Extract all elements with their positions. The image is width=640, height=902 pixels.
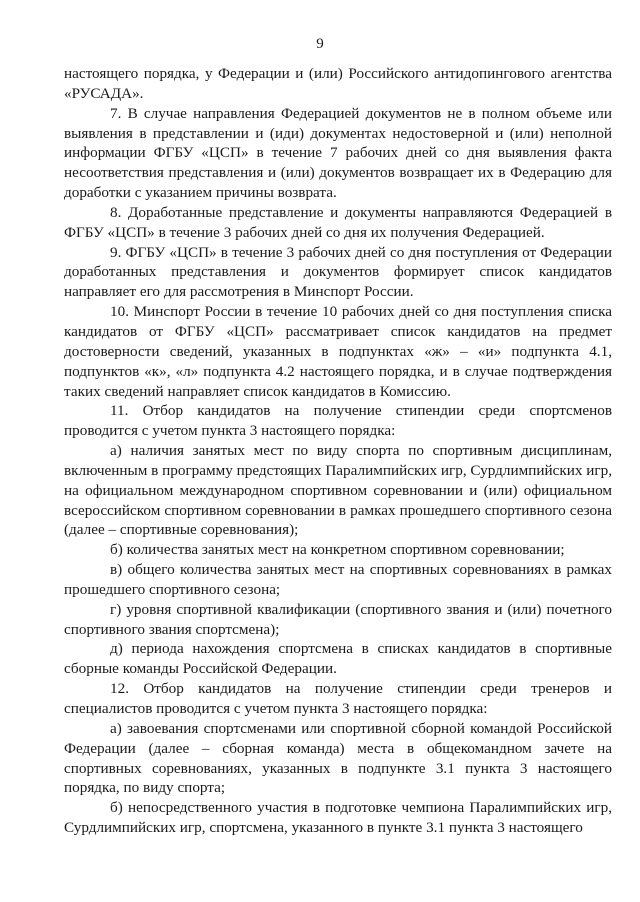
paragraph-11-d: д) периода нахождения спортсмена в списках кандидатов в спортивные сборные команды Российской Федерации.	[64, 640, 612, 678]
paragraph-11-v: в) общего количества занятых мест на спортивных соревнованиях в рамках прошедшего спортивного сезона;	[64, 561, 612, 598]
paragraph-11-g: г) уровня спортивной квалификации (спортивного звания и (или) почетного спортивного звания спортсмена);	[64, 600, 612, 638]
paragraph-12-b: б) непосредственного участия в подготовке чемпиона Паралимпийских игр, Сурдлимпийских игр, спортсмена, указанного в пункте 3.1 пункта 3 настоящего	[64, 799, 612, 837]
document-body	[64, 64, 612, 838]
paragraph-7: 7. В случае направления Федерацией документов не в полном объеме или выявления в представлении и (иди) документах недостоверной и (или) неполной информации ФГБУ «ЦСП» в течение 7 рабочих дней со дня выявления факта несоответствия представления и (или) документов возвращает их в Федерацию для доработки с указанием причины возврата.	[64, 104, 612, 202]
paragraph-continuation: настоящего порядка, у Федерации и (или) Российского антидопингового агентства «РУСАДА».	[64, 65, 612, 102]
paragraph-9: 9. ФГБУ «ЦСП» в течение 3 рабочих дней со дня поступления от Федерации доработанных представления и документов формирует список кандидатов направляет его для рассмотрения в Минспорт России.	[64, 243, 612, 301]
paragraph-10: 10. Минспорт России в течение 10 рабочих дней со дня поступления списка кандидатов от ФГБУ «ЦСП» рассматривает список кандидатов на предмет достоверности сведений, указанных в подпунктах «ж» – «и» подпункта 4.1, подпунктов «к», «л» подпункта 4.2 настоящего порядка, и в случае подтверждения таких сведений направляет список кандидатов в Комиссию.	[64, 303, 612, 400]
paragraph-11-b: б) количества занятых мест на конкретном спортивном соревновании;	[110, 541, 565, 559]
paragraph-11: 11. Отбор кандидатов на получение стипендии среди спортсменов проводится с учетом пункта 3 настоящего порядка:	[64, 402, 612, 440]
paragraph-12-a: а) завоевания спортсменами или спортивной сборной командой Российской Федерации (далее – сборная команда) места в общекомандном зачете на спортивных соревнованиях, указанных в подпункте 3.1 пункта 3 настоящего порядка, по виду спорта;	[64, 719, 612, 797]
paragraph-8: 8. Доработанные представление и документы направляются Федерацией в ФГБУ «ЦСП» в течение 3 рабочих дней со дня их получения Федерацией.	[64, 203, 612, 241]
page-number: 9	[316, 36, 324, 52]
paragraph-12: 12. Отбор кандидатов на получение стипендии среди тренеров и специалистов проводится с учетом пункта 3 настоящего порядка:	[64, 680, 612, 717]
paragraph-11-a: а) наличия занятых мест по виду спорта по спортивным дисциплинам, включенным в программу предстоящих Паралимпийских игр, Сурдлимпийских игр, на официальном международном спортивном соревновании и (или) официальном всероссийском спортивном соревновании в рамках прошедшего спортивного сезона (далее – спортивные соревнования);	[64, 442, 612, 539]
